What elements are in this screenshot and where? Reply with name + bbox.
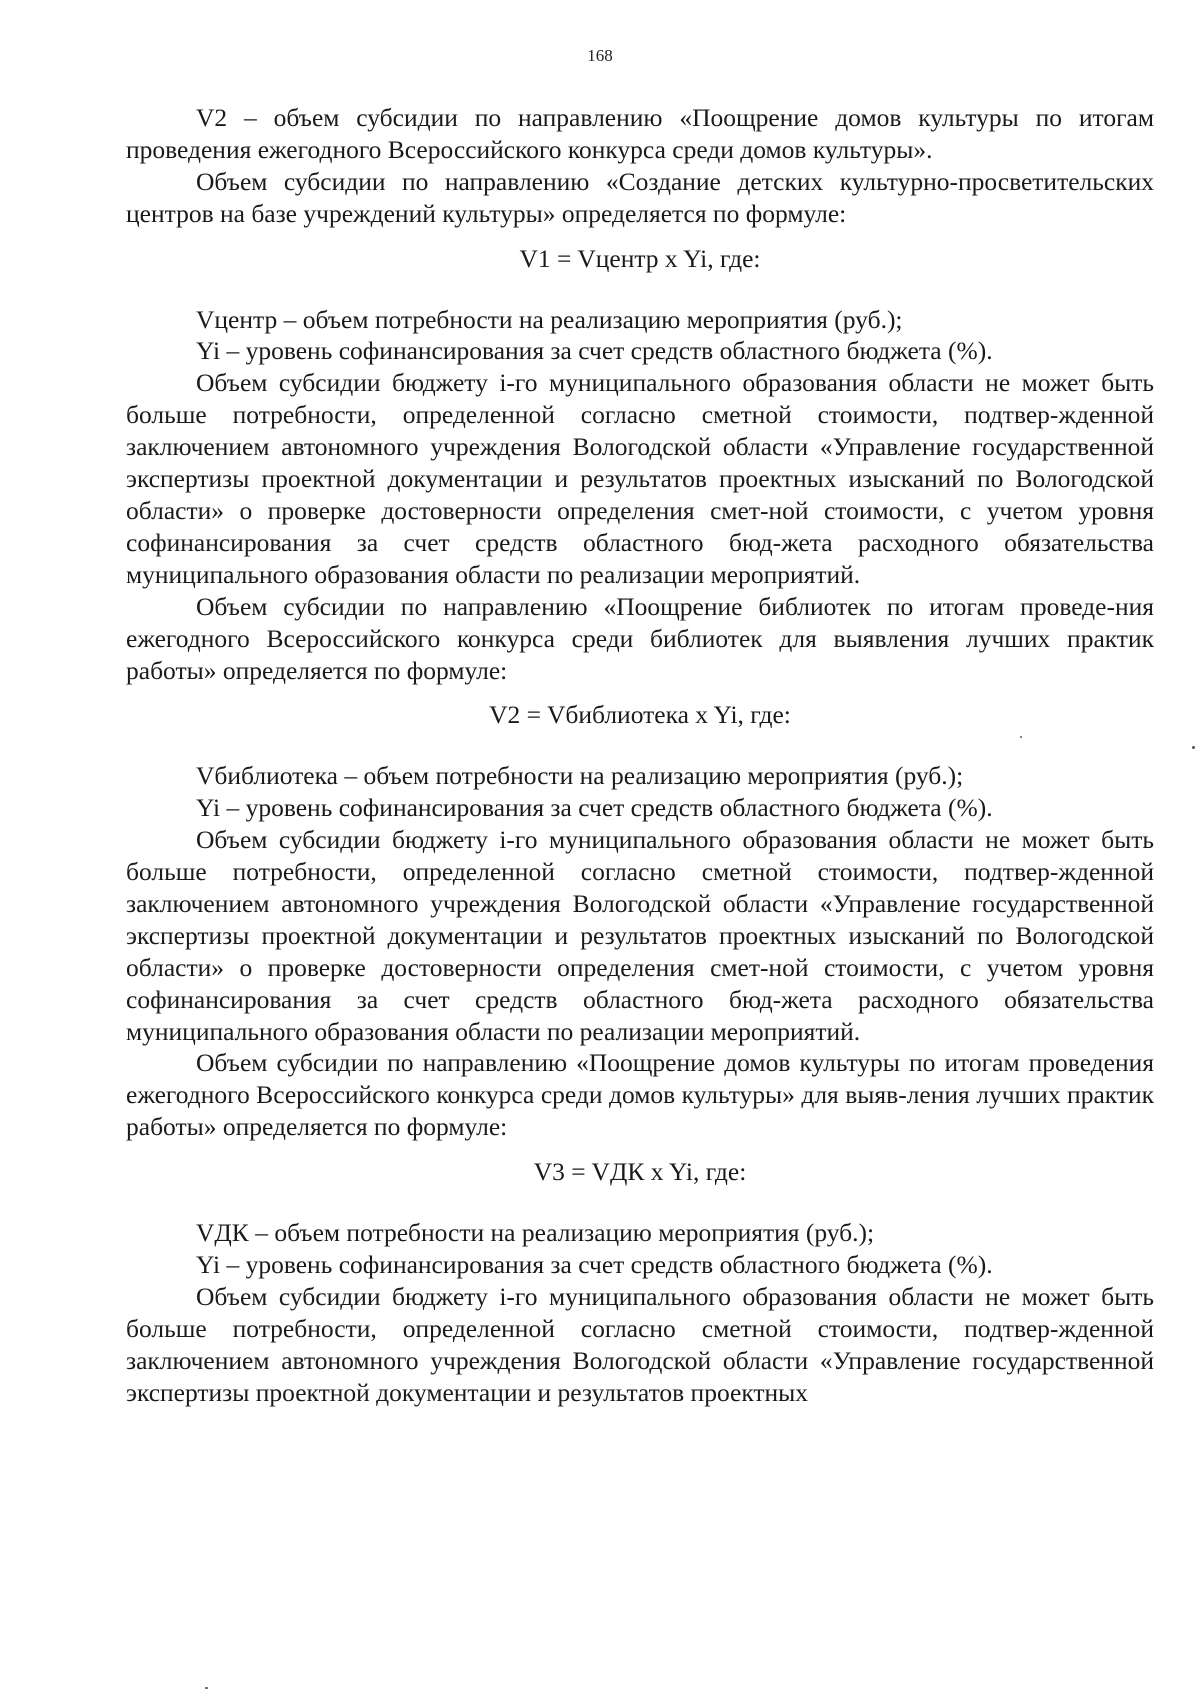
paragraph: V2 – объем субсидии по направлению «Поощрение домов культуры по итогам проведения ежегодного Всероссийского конкурса среди домов культуры». (126, 103, 1154, 164)
definition-line: Yi – уровень софинансирования за счет средств областного бюджета (%). (196, 336, 993, 366)
definition-line: VДК – объем потребности на реализацию мероприятия (руб.); (196, 1218, 875, 1248)
definition-line: Vцентр – объем потребности на реализацию мероприятия (руб.); (196, 304, 903, 334)
definition-line: Vбиблиотека – объем потребности на реализацию мероприятия (руб.); (196, 761, 964, 791)
paragraph: Объем субсидии бюджету i-го муниципального образования области не может быть больше потребности, определенной согласно сметной стоимости, подтвер-жденной заключением автономного учреждения Вологодской области «Управление государственной экспертизы проектной документации и результатов проектных изысканий по Вологодской области» о проверке достоверности определения смет-ной стоимости, с учетом уровня софинансирования за счет средств областного бюд-жета расходного обязательства муниципального образования области по реализации мероприятий. (126, 368, 1154, 589)
page-number: 168 (587, 46, 613, 65)
paragraph: Объем субсидии бюджету i-го муниципального образования области не может быть больше потребности, определенной согласно сметной стоимости, подтвер-жденной заключением автономного учреждения Вологодской области «Управление государственной экспертизы проектной документации и результатов проектных (126, 1281, 1154, 1407)
definition-line: Yi – уровень софинансирования за счет средств областного бюджета (%). (196, 1250, 993, 1279)
paragraph: Объем субсидии по направлению «Поощрение библиотек по итогам проведе-ния ежегодного Всероссийского конкурса среди библиотек для выявления лучших практик работы» определяется по формуле: (126, 591, 1154, 685)
scan-speck (1192, 746, 1195, 749)
scan-speck (1020, 736, 1022, 738)
scan-speck (205, 1687, 208, 1689)
body-text (126, 102, 1154, 1409)
paragraph: Объем субсидии бюджету i-го муниципального образования области не может быть больше потребности, определенной согласно сметной стоимости, подтвер-жденной заключением автономного учреждения Вологодской области «Управление государственной экспертизы проектной документации и результатов проектных изысканий по Вологодской области» о проверке достоверности определения смет-ной стоимости, с учетом уровня софинансирования за счет средств областного бюд-жета расходного обязательства муниципального образования области по реализации мероприятий. (126, 825, 1154, 1046)
formula: V3 = VДК x Yi, где: (533, 1157, 747, 1187)
definition-line: Yi – уровень софинансирования за счет средств областного бюджета (%). (196, 793, 993, 823)
paragraph: Объем субсидии по направлению «Поощрение домов культуры по итогам проведения ежегодного Всероссийского конкурса среди домов культуры» для выяв-ления лучших практик работы» определяется по формуле: (126, 1048, 1154, 1142)
formula: V2 = Vбиблиотека x Yi, где: (489, 700, 791, 730)
formula: V1 = Vцентр x Yi, где: (519, 243, 761, 273)
paragraph: Объем субсидии по направлению «Создание детских культурно-просветительских центров на базе учреждений культуры» определяется по формуле: (126, 166, 1154, 228)
